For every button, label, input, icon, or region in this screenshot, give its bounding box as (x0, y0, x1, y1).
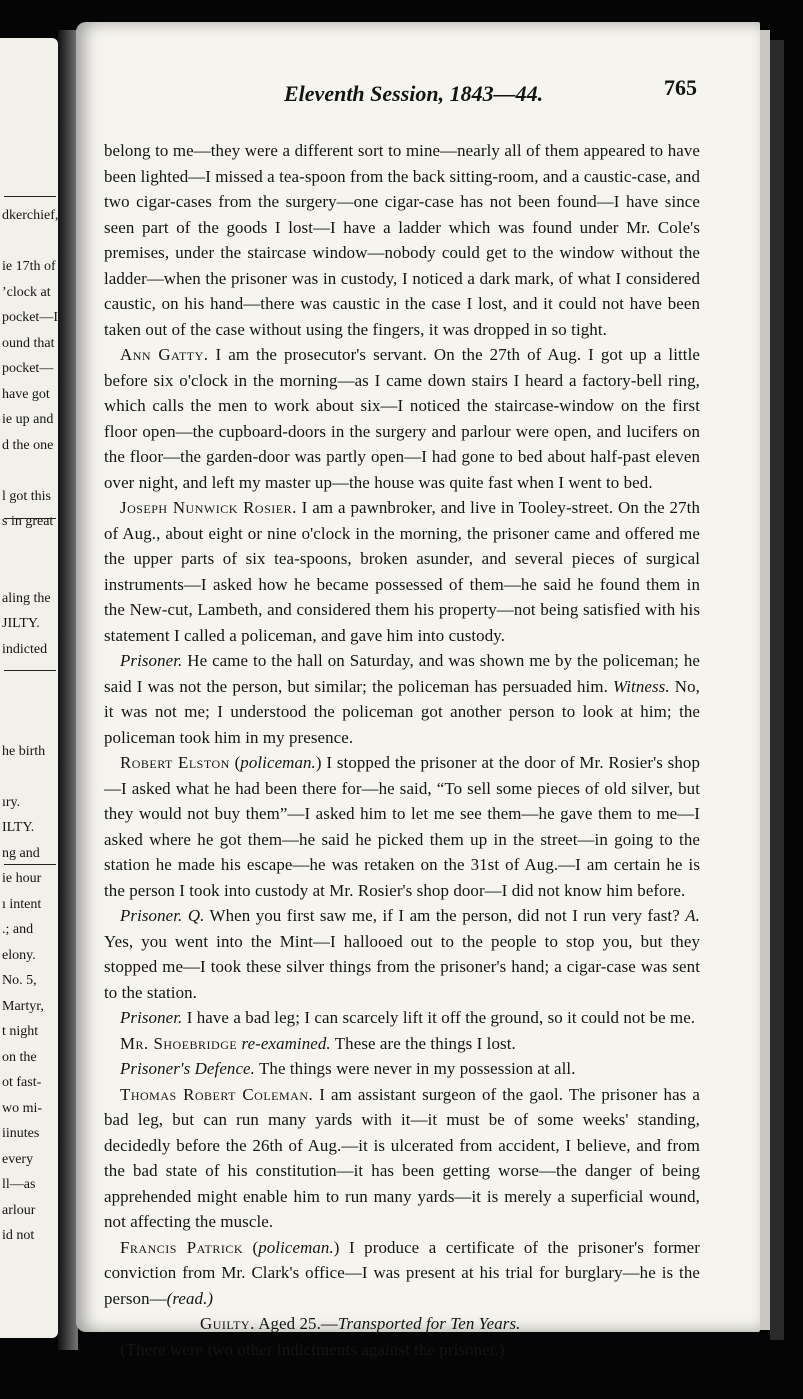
witness-name: Robert Elston (120, 753, 230, 772)
paragraph-thomas-coleman (104, 1082, 700, 1235)
facing-page-line: elony. (2, 947, 36, 963)
page-edge-shadow (770, 40, 784, 1340)
facing-page-line: dkerchief, (2, 208, 58, 223)
facing-page-line: ıry. (2, 794, 21, 810)
paragraph-prosecutor-testimony (104, 138, 700, 342)
speaker-label: Prisoner. (120, 651, 183, 670)
closing-note: (There were two other indictments against the prisoner.) (120, 1339, 505, 1359)
witness-name: Thomas Robert Coleman. (120, 1084, 314, 1104)
facing-page-line: t night (2, 1024, 39, 1039)
facing-page-line: wo mi- (2, 1100, 43, 1116)
question-marker: Q. (187, 906, 205, 925)
facing-page-line: ng and (2, 845, 40, 861)
facing-page-line: iinutes (2, 1126, 40, 1141)
paragraph-text: I have a bad leg; I can scarcely lift it off the ground, so it could not be me. (182, 1008, 696, 1027)
paragraph-text: I am the prosecutor's servant. On the 27th of Aug. I got up a little before six o'clock in the morning—as I came down stairs I heard a factory-bell ring, which calls the men to work about six—I noticed the staircase-window on the first floor open—the cupboard-doors in the surgery and parlour were open, and lucifers on the floor—the garden-door was partly open—I had gone to bed about half-past eleven over night, and left my master up—the house was quite fast when I went to bed. (104, 345, 700, 492)
witness-name: Joseph Nunwick Rosier. (120, 498, 297, 517)
page-header (284, 75, 704, 111)
running-head: Eleventh Session, 1843—44. (284, 81, 544, 106)
paragraph-text: belong to me—they were a different sort to mine—nearly all of them appeared to have been lighted—I missed a tea-spoon from the back sitting-room, and a caustic-case, and two cigar-cases from the surgery—one cigar-case has not been found—I have since seen part of the goods I lost—I have a ladder which was found under Mr. Cole's premises, under the staircase window—nobody could get to the window without the ladder—when the prisoner was in custody, I noticed a dark mark, of what I considered caustic, on his hand—there was caustic in the case I lost, and it could not have been taken out of the case without using the fingers, it was dropped in so tight. (104, 141, 700, 339)
facing-page-line: l got this (2, 488, 52, 504)
read-marker: (read.) (166, 1288, 214, 1308)
facing-page-line: every (2, 1151, 34, 1167)
verdict (104, 1311, 700, 1337)
facing-page-line: Martyr, (2, 998, 44, 1014)
speaker-label: Prisoner. (120, 906, 183, 925)
facing-page-line: No. 5, (2, 973, 37, 988)
paragraph-text: When you first saw me, if I am the person, did not I run very fast? (204, 906, 686, 925)
facing-page-rule (4, 518, 56, 519)
facing-page-line: ound that (2, 335, 55, 351)
facing-page-rule (4, 670, 56, 671)
paragraph-ann-gatty (104, 342, 700, 495)
paragraph-francis-patrick: Francis Patrick (policeman.) I produce a certificate of the prisoner's former conviction from Mr. Clark's office—I was present at his trial for burglary—he is the person—(read.) (104, 1237, 700, 1308)
witness-role: policeman. (258, 1237, 334, 1257)
facing-page-line: id not (2, 1228, 35, 1243)
speaker-label: Witness. (613, 676, 670, 696)
facing-page-line: ie up and (2, 412, 54, 427)
paragraph-text: The things were never in my possession at all. (254, 1059, 576, 1078)
paragraph-prisoner-statement (104, 1005, 700, 1031)
paragraph-text: I am assistant surgeon of the gaol. The prisoner has a bad leg, but can run many yards with it—it must be of some weeks' standing, decidedly before the 26th of Aug.—it is ulcerated from accident, I believe, and from the bad state of his constitution—it has been getting worse—the danger of being apprehended might enable him to run many yards—it is merely a superficial wound, not affecting the muscle. (104, 1084, 700, 1231)
facing-page-line: have got (2, 386, 50, 402)
paragraph-prisoner-question-2 (104, 903, 700, 1005)
paragraph-text: Yes, you went into the Mint—I hallooed out to the people to stop you, but they stopped me—I took these silver things from the prisoner's hand; a cigar-case was sent to the station. (104, 931, 700, 1002)
facing-page-line: he birth (2, 743, 46, 759)
verdict-label: Guilty. (200, 1314, 255, 1333)
paragraph-text: I produce a certificate of the prisoner's former conviction from Mr. Clark's office—I was present at his trial for burglary—he is the person— (104, 1237, 700, 1308)
page-edge (760, 30, 770, 1330)
witness-role: policeman. (240, 753, 316, 772)
speaker-label: Prisoner. (120, 1008, 183, 1027)
witness-name: Francis Patrick (120, 1237, 243, 1257)
facing-page-line: .; and (2, 922, 34, 937)
paragraph-joseph-rosier (104, 495, 700, 648)
facing-page-line: ie hour (2, 871, 42, 886)
facing-page-rule (4, 196, 56, 197)
facing-page-fragment (0, 38, 58, 1338)
re-examined-label: re-examined. (241, 1033, 331, 1053)
paragraph-text: He came to the hall on Saturday, and was shown me by the policeman; he said I was not the person, but similar; the policeman has persuaded him. (104, 651, 700, 696)
facing-page-line: JILTY. (2, 616, 40, 631)
witness-name: Ann Gatty. (120, 345, 209, 364)
paragraph-prisoner-question-1 (104, 648, 700, 750)
verdict-sentence: Transported for Ten Years. (337, 1314, 521, 1333)
paragraph-prisoner-defence (104, 1056, 700, 1082)
paragraph-text: I stopped the prisoner at the door of Mr. Rosier's shop—I asked what he had been there for—he said, “To sell some pieces of old silver, but they would not buy them”—I asked him to let me see them—he gave them to me—I asked where he got them—he said he picked them up in the street—in going to the station he made his escape—he was retaken on the 31st of Aug.—I am certain he is the person I took into custody at Mr. Rosier's shop door—I did not know him before. (104, 753, 700, 900)
book-gutter (58, 30, 78, 1350)
facing-page-line: ll—as (2, 1177, 36, 1192)
facing-page-line: ’clock at (2, 284, 51, 300)
facing-page-line: on the (2, 1049, 37, 1065)
answer-marker: A. (685, 906, 700, 925)
paragraph-text: No, it was not me; I understood the policeman got another person to look at him; the policeman took him in my presence. (104, 676, 700, 747)
paragraph-robert-elston: Robert Elston (policeman.) I stopped the prisoner at the door of Mr. Rosier's shop—I asked what he had been there for—he said, “To sell some pieces of old silver, but they would not buy them”—I asked him to let me see them—he gave them to me—I asked where he got them—he said he picked them up in the street—in going to the station he made his escape—he was retaken on the 31st of Aug.—I am certain he is the person I took into custody at Mr. Rosier's shop door—I did not know him before. (104, 753, 700, 900)
paragraph-text: I am a pawnbroker, and live in Tooley-street. On the 27th of Aug., about eight or nine o'clock in the morning, the prisoner came and offered me the upper parts of six tea-spoons, broken asunder, and several pieces of surgical instruments—I asked how he became possessed of them—he said he found them in the New-cut, Lambeth, and considered them his property—not being satisfied with his statement I called a policeman, and gave him into custody. (104, 498, 700, 645)
facing-page-line: indicted (2, 641, 48, 657)
facing-page-line: arlour (2, 1202, 36, 1218)
witness-name: Mr. Shoebridge (120, 1033, 238, 1053)
facing-page-line: aling the (2, 590, 51, 606)
facing-page-line: d the one (2, 437, 54, 453)
facing-page-line: ie 17th of (2, 259, 56, 274)
paragraph-text: These are the things I lost. (330, 1033, 516, 1053)
facing-page-line: pocket—I (2, 310, 58, 325)
page-number: 765 (664, 75, 697, 100)
paragraph-shoebridge (104, 1031, 700, 1057)
verdict-age: Aged 25.— (254, 1314, 338, 1333)
facing-page-line: ot fast- (2, 1075, 42, 1090)
facing-page-rule (4, 864, 56, 865)
facing-page-line: ı intent (2, 896, 42, 912)
facing-page-line: s in great (2, 514, 54, 529)
facing-page-line: ILTY. (2, 820, 35, 835)
facing-page-line: pocket— (2, 361, 54, 376)
page-body (104, 138, 700, 1362)
speaker-label: Prisoner's Defence. (120, 1059, 255, 1078)
